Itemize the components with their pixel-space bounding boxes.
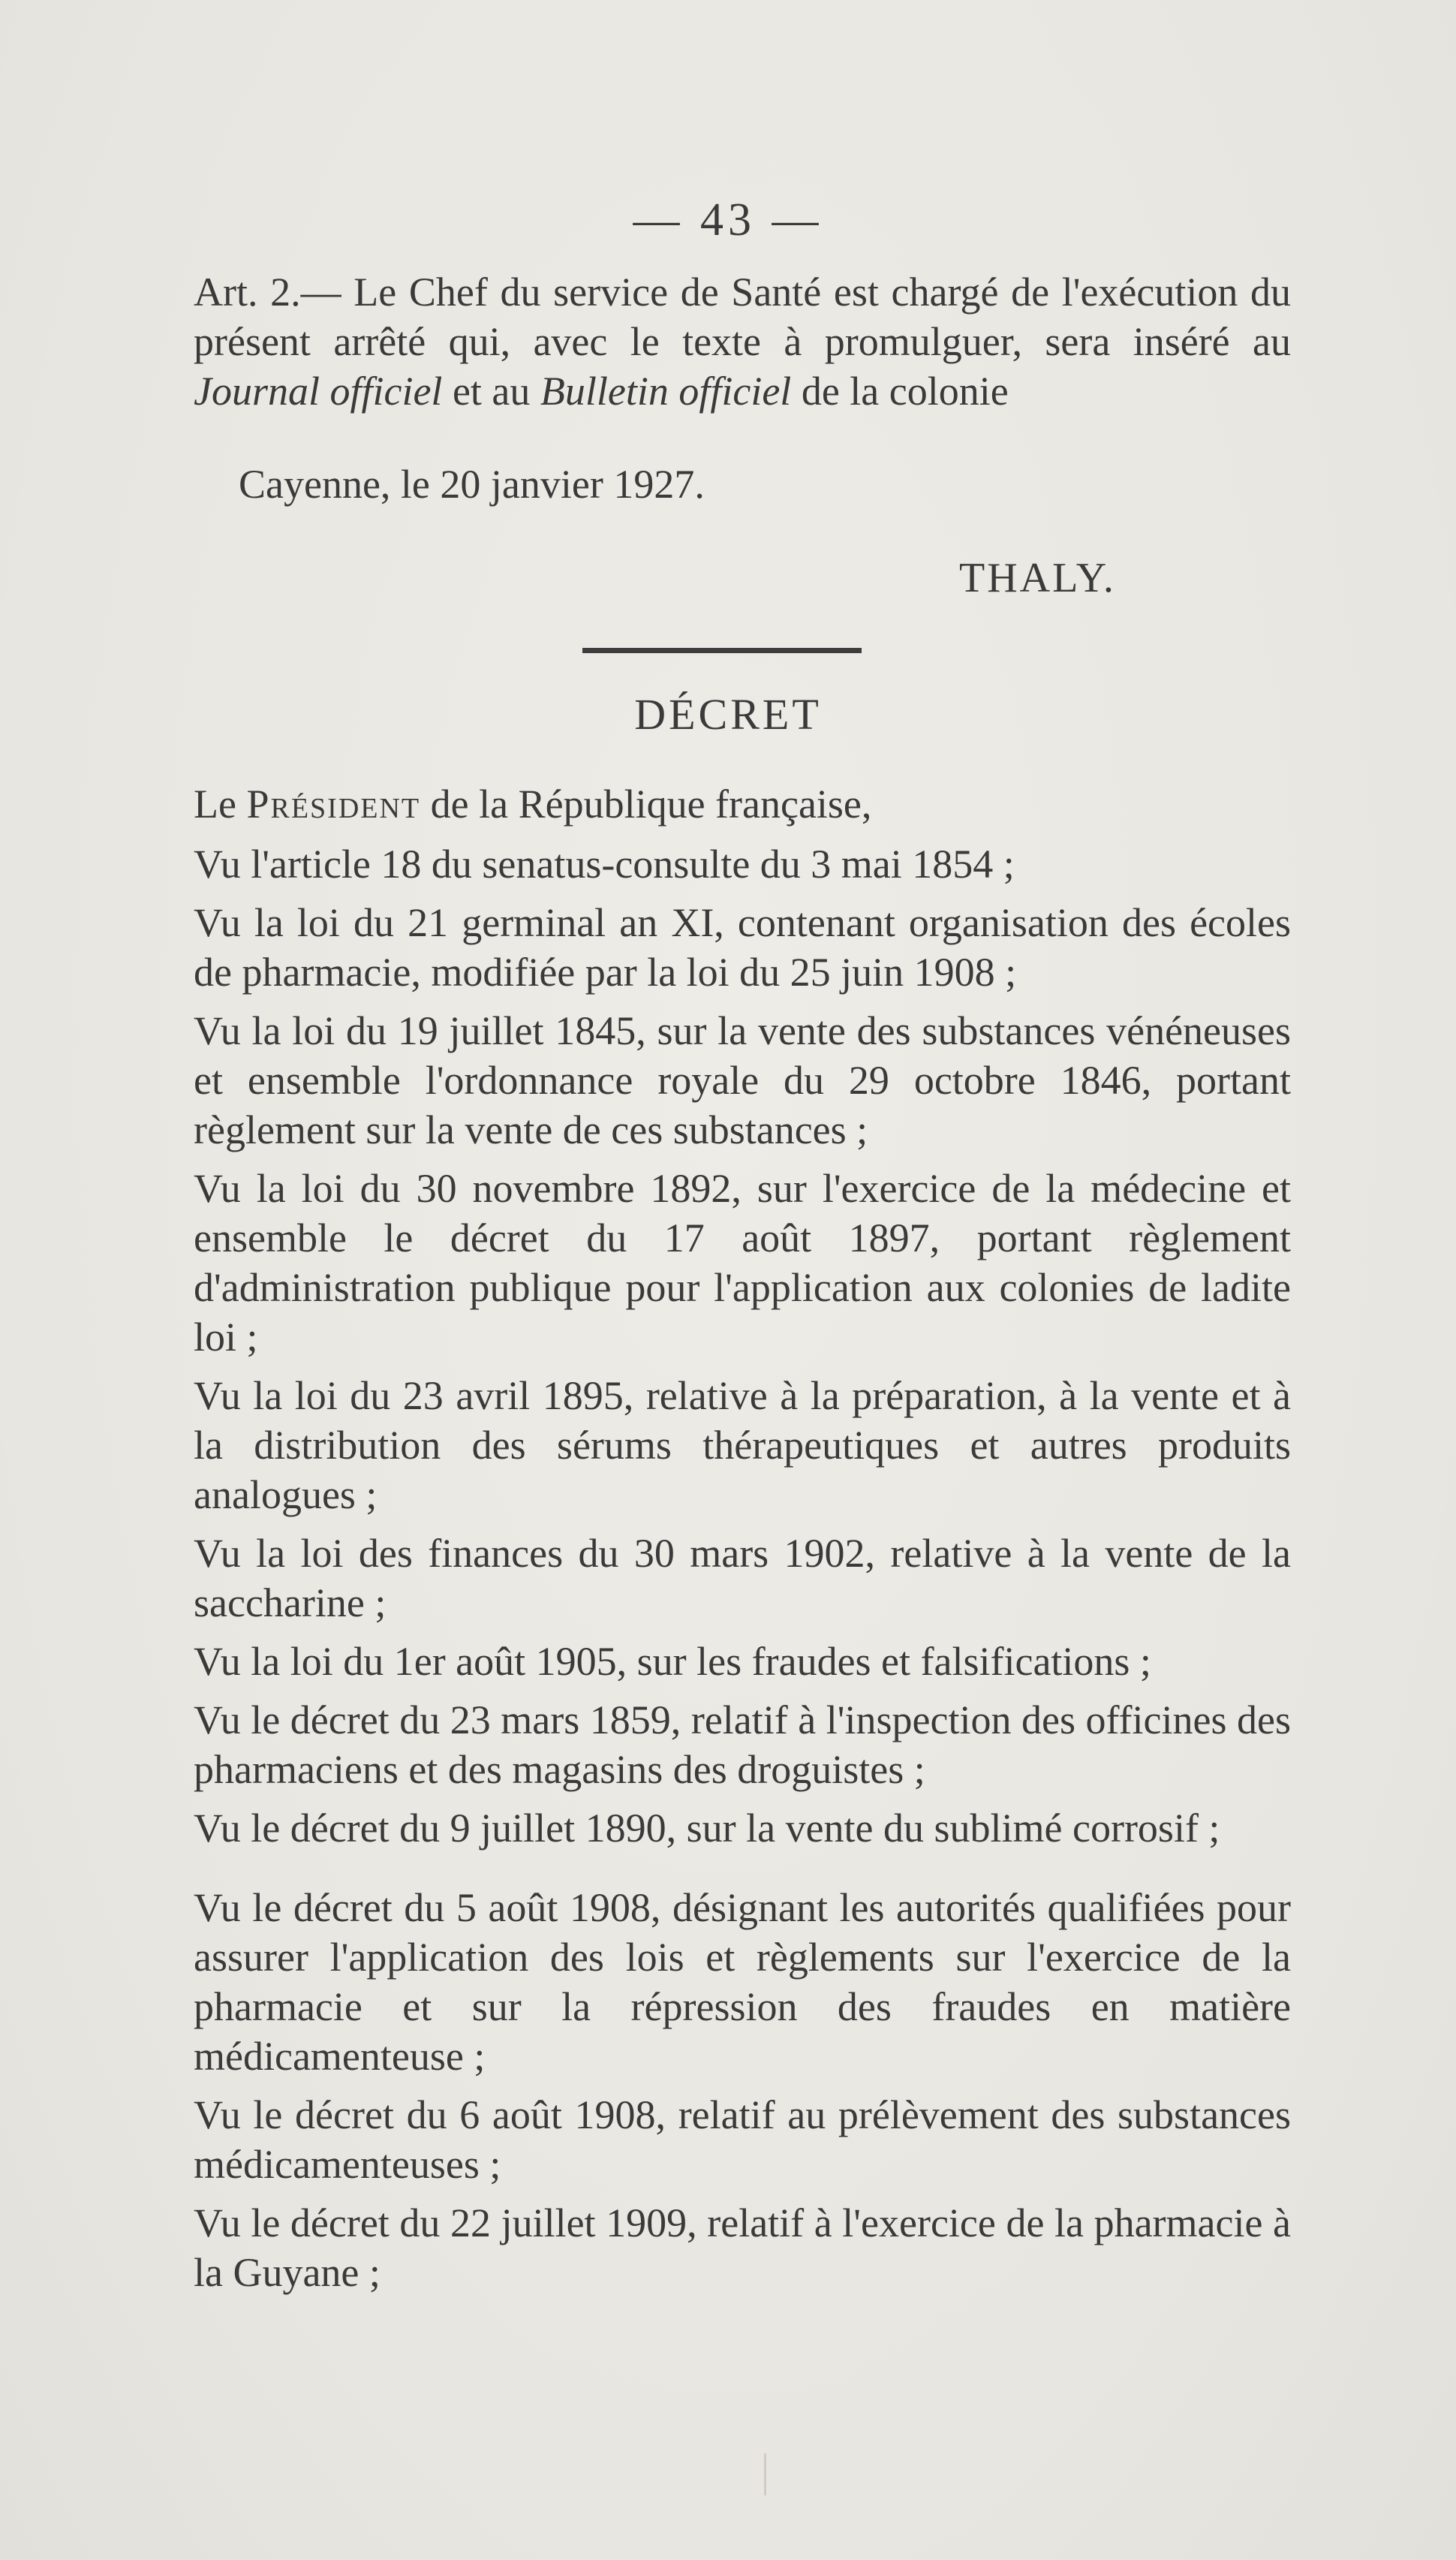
considerant-6: Vu la loi des finances du 30 mars 1902, relative à la vente de la saccharine ; (194, 1531, 1291, 1625)
considerant-2: Vu la loi du 21 germinal an XI, contenant organisation des écoles de pharmacie, modifiée par la loi du 25 juin 1908 ; (194, 900, 1291, 995)
considerants (194, 839, 1291, 2297)
considerant-7: Vu la loi du 1er août 1905, sur les fraudes et falsifications ; (194, 1639, 1151, 1684)
president-line-block (194, 779, 1291, 829)
signature: THALY. (959, 555, 1116, 601)
article-text-post: de la colonie (791, 369, 1009, 414)
considerant-8: Vu le décret du 23 mars 1859, relatif à l'inspection des officines des pharmaciens et des magasins des droguistes ; (194, 1697, 1291, 1792)
considerant-11: Vu le décret du 6 août 1908, relatif au prélèvement des substances médicamenteuses ; (194, 2092, 1291, 2187)
president-le: Le (194, 782, 236, 827)
president-rest: de la République française, (420, 782, 872, 827)
section-rule (582, 648, 862, 653)
place-date: Cayenne, le 20 janvier 1927. (239, 462, 705, 507)
article-text-pre: Le Chef du service de Santé est chargé de l'exécution du présent arrêté qui, avec le texte à promulguer, sera inséré au (194, 270, 1291, 364)
considerant-3: Vu la loi du 19 juillet 1845, sur la vente des substances vénéneuses et ensemble l'ordonnance royale du 29 octobre 1846, portant règlement sur la vente de ces substances ; (194, 1008, 1291, 1152)
place-date-block (239, 459, 1336, 509)
article-2 (194, 267, 1291, 416)
president-line (194, 779, 1291, 829)
bulletin-officiel: Bulletin officiel (540, 369, 792, 414)
considerant-9: Vu le décret du 9 juillet 1890, sur la vente du sublimé corrosif ; (194, 1806, 1220, 1851)
journal-officiel: Journal officiel (194, 369, 443, 414)
article-label: Art. 2.— (194, 270, 341, 315)
page-mark (764, 2453, 766, 2495)
considerant-5: Vu la loi du 23 avril 1895, relative à la préparation, à la vente et à la distribution des sérums thérapeutiques et autres produits analogues ; (194, 1373, 1291, 1517)
page-number: — 43 — (633, 194, 823, 245)
article-2-paragraph (194, 267, 1291, 416)
considerant-12: Vu le décret du 22 juillet 1909, relatif à l'exercice de la pharmacie à la Guyane ; (194, 2200, 1291, 2295)
decret-heading: DÉCRET (634, 690, 822, 739)
president-title: Président (246, 782, 421, 827)
considerant-1: Vu l'article 18 du senatus-consulte du 3 mai 1854 ; (194, 842, 1015, 887)
considerant-10: Vu le décret du 5 août 1908, désignant les autorités qualifiées pour assurer l'application des lois et règlements sur l'exercice de la pharmacie et sur la répression des fraudes en matière médicamenteuse ; (194, 1885, 1291, 2079)
article-text-mid: et au (442, 369, 540, 414)
considerant-4: Vu la loi du 30 novembre 1892, sur l'exercice de la médecine et ensemble le décret du 17 août 1897, portant règlement d'administration publique pour l'application aux colonies de ladite loi ; (194, 1166, 1291, 1360)
